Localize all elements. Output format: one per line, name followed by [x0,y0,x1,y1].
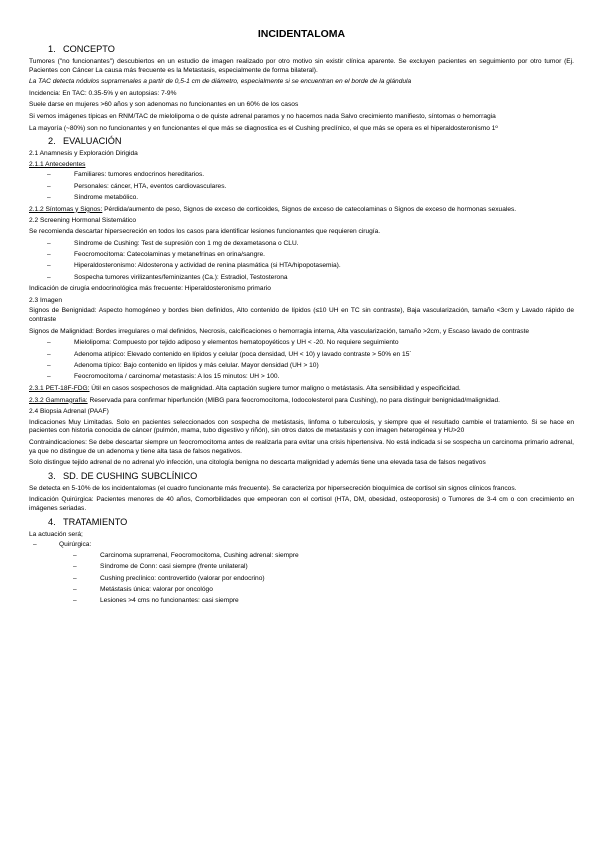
section-evaluacion-heading [29,136,574,147]
screening-intro: Se recomienda descartar hipersecreción en todos los casos para identificar lesiones funcionantes que requieren cirugía. [29,227,381,235]
section-number: 3. [48,470,56,481]
antecedentes-list [29,171,574,202]
list-item: – Feocromocitoma: Catecolaminas y metanefrinas en orina/sangre. [29,251,574,260]
tratamiento-intro: La actuación será; [29,530,83,538]
list-item: – Familiares: tumores endocrinos hereditarios. [29,171,574,180]
quirurgica-item: – Quirúrgica: [29,541,574,550]
section-number: 4. [48,516,56,527]
list-item: – Metástasis única: valorar por oncológo [29,586,574,595]
section-title: TRATAMIENTO [63,516,128,527]
section-concepto-heading [29,44,574,55]
list-item: – Feocromocitoma / carcinoma/ metastasis: A los 15 minutos: UH > 100. [29,373,574,382]
malignidad-paragraph: Signos de Malignidad: Bordes irregulares o mal definidos, Necrosis, calcificaciones o hemorragia interna, Alta vascularización, tamaño >2cm, y Escaso lavado de contraste [29,327,530,335]
screening-list [29,240,574,283]
biopsia-indicaciones: Indicaciones Muy Limitadas. Solo en pacientes seleccionados con sospecha de metástasis, linfoma o tuberculosis, y siempre que el resultado cambie el tratamiento. Si se hace en pacientes con historia conocida de cáncer (pulmón, mama, tubo digestivo y riñón), sin otros datos de metastasis y con imagen heterogénea y HU>20 [29,418,574,435]
section-title: CONCEPTO [63,44,115,54]
pet-label: 2.3.1 PET-18F-FDG: [29,385,90,392]
subsection-2-2: 2.2 Screening Hormonal Sistemático [29,217,137,225]
section-title: EVALUACIÓN [63,136,122,147]
section-number: 1. [48,44,56,54]
list-item: – Mielolipoma: Compuesto por tejido adiposo y elementos hematopoyéticos y UH < -20. No requiere seguimiento [29,339,574,348]
document-page [29,28,574,609]
list-item: – Adenoma atípico: Elevado contenido en lípidos y celular (poca densidad, UH < 10) y lavado contraste > 50% en 15´ [29,351,574,360]
cushing-paragraph-1: Se detecta en 5-10% de los incidentalomas (el cuadro funcionante más frecuente). Se caracteriza por hipersecreción bioquímica de cortisol sin signos clínicos francos. [29,484,517,492]
sintomas-text: Pérdida/aumento de peso, Signos de exceso de corticoides, Signos de exceso de catecolaminas o Signos de exceso de hormonas sexuales. [102,205,517,213]
concepto-incidencia: Incidencia: En TAC: 0.35-5% y en autopsias: 7-9% [29,89,177,97]
section-title: SD. DE CUSHING SUBCLÍNICO [63,470,198,481]
concepto-paragraph-2: La TAC detecta nódulos suprarrenales a partir de 0,5-1 cm de diámetro, especialmente si se encuentran en el borde de la glándula [29,78,412,86]
gammagrafia-paragraph [29,397,574,406]
section-number: 2. [48,136,56,147]
list-item: – Personales: cáncer, HTA, eventos cardiovasculares. [29,183,574,192]
list-item: – Lesiones >4 cms no funcionantes: casi siempre [29,597,574,606]
sintomas-label: 2.1.2 Síntomas y Signos: [29,205,103,213]
subsection-2-3: 2.3 Imagen [29,296,62,304]
pet-paragraph [29,385,574,394]
imagen-list [29,339,574,382]
list-item: – Adenoma típico: Bajo contenido en lípidos y más celular. Mayor densidad (UH > 10) [29,362,574,371]
subsection-2-1-1: 2.1.1 Antecedentes [29,160,86,168]
biopsia-note: Solo distingue tejido adrenal de no adrenal y/o infección, una citología benigna no descarta malignidad y además tiene una elevada tasa de falsos negativos [29,459,486,467]
list-item: – Síndrome de Conn: casi siempre (frente unilateral) [29,563,574,572]
gammagrafia-text: Reservada para confirmar hiperfunción (MIBG para feocromocitoma, Iodocolesterol para Cushing), no para distinguir benignidad/malignidad. [87,396,500,404]
list-item: – Síndrome metabólico. [29,194,574,203]
document-title: INCIDENTALOMA [257,28,346,40]
screening-note: Indicación de cirugía endocrinológica más frecuente: Hiperaldosteronismo primario [29,285,271,293]
list-item: – Carcinoma suprarrenal, Feocromocitoma, Cushing adrenal: siempre [29,552,574,561]
pet-text: Útil en casos sospechosos de malignidad. Alta captación sugiere tumor maligno o metástasis. Alta sensibilidad y especificidad. [89,385,461,392]
benignidad-paragraph: Signos de Benignidad: Aspecto homogéneo y bordes bien definidos, Alto contenido de lípidos (≤10 UH en TC sin contraste), Baja vascularización, tamaño <3cm y Lavado rápido de contraste [29,307,574,324]
subsection-2-1: 2.1 Anamnesis y Exploración Dirigida [29,150,138,158]
cushing-paragraph-2: Indicación Quirúrgica: Pacientes menores de 40 años, Comorbilidades que empeoran con el cortisol (HTA, DM, obesidad, osteoporosis) o Tumores de 3-4 cm o con crecimiento en imágenes seriadas. [29,496,574,512]
list-item: – Cushing preclínico: controvertido (valorar por endocrino) [29,575,574,584]
section-tratamiento-heading [29,517,574,528]
subsection-2-4: 2.4 Biopsia Adrenal (PAAF) [29,408,109,416]
list-item: – Sospecha tumores virilizantes/feminizantes (Ca.): Estradiol, Testosterona [29,274,574,283]
gammagrafia-label: 2.3.2 Gammagrafía: [29,396,88,404]
biopsia-contraindicaciones: Contraindicaciones: Se debe descartar siempre un feocromocitoma antes de realizarla para evitar una crisis hipertensiva. No está indicada si se sospecha un carcinoma primario adrenal, ya que no distingue de un adenoma y tiene alta tasa de falsos negativos. [29,438,574,455]
sintomas-paragraph [29,206,574,215]
section-cushing-heading [29,471,574,482]
concepto-paragraph-4: Suele darse en mujeres >60 años y son adenomas no funcionantes en un 60% de los casos [29,101,299,109]
concepto-paragraph-1: Tumores ("no funcionantes") descubiertos en un estudio de imagen realizado por otro motivo sin existir clínica aparente. Se excluyen pacientes en seguimiento por otro tumor (Ej. Pacientes con Cáncer La causa más frecuente es la Metastasis, especialmente de forma bilateral). [29,58,574,74]
concepto-paragraph-5: Si vemos imágenes típicas en RNM/TAC de mielolipoma o de quiste adrenal paramos y no hacemos nada Salvo crecimiento manifiesto, síntomas o hemorragia [29,112,496,120]
concepto-paragraph-6: La mayoría (~80%) son no funcionantes y en funcionantes el que más se diagnostica es el Cushing preclínico, el que más se opera es el hiperaldosteronismo 1º [29,124,498,132]
list-item: – Hiperaldosteronismo: Aldosterona y actividad de renina plasmática (si HTA/hipopotasemia). [29,262,574,271]
tratamiento-list [29,552,574,606]
list-item: – Síndrome de Cushing: Test de supresión con 1 mg de dexametasona o CLU. [29,240,574,249]
